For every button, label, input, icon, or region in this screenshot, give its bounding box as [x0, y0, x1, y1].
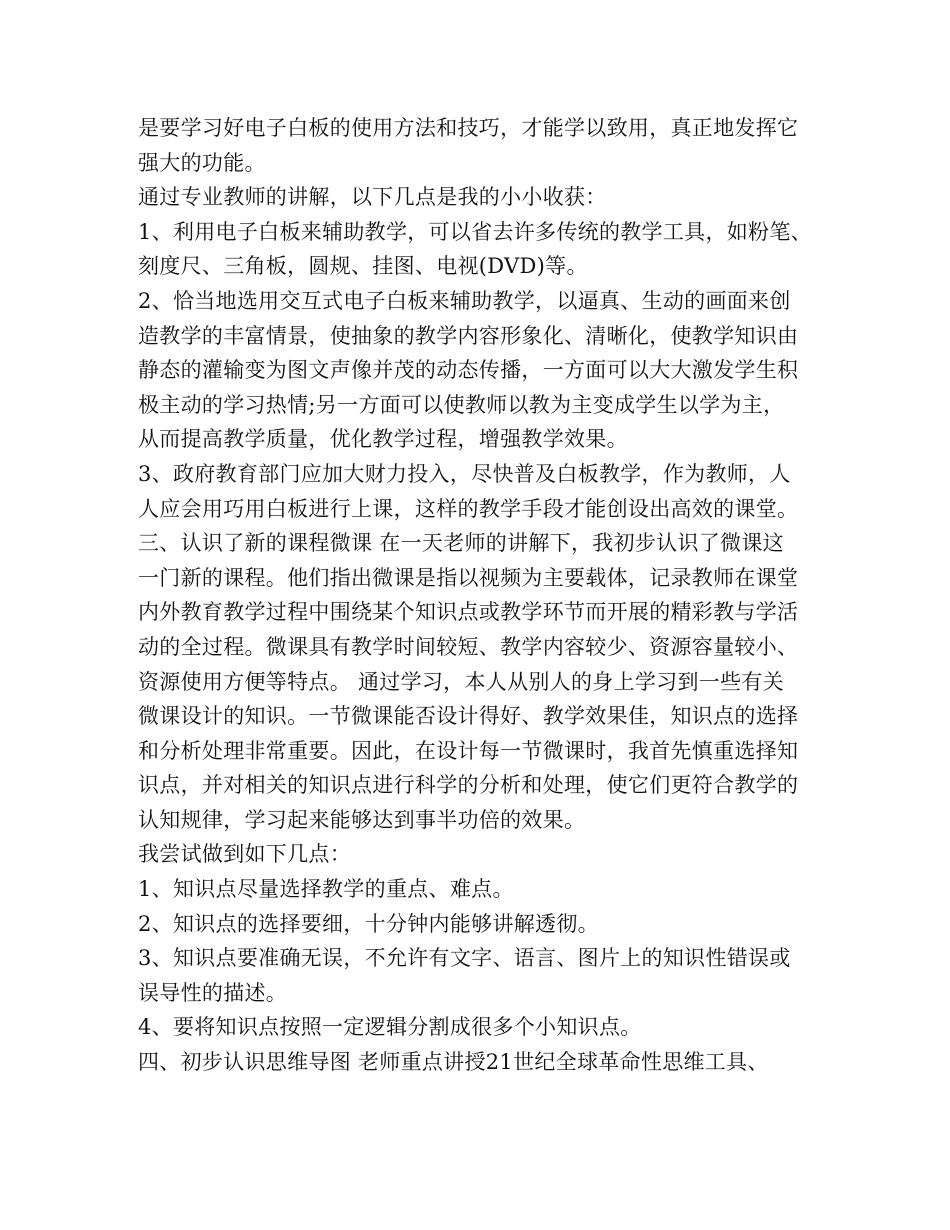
text-line: 认知规律，学习起来能够达到事半功倍的效果。	[138, 807, 586, 832]
text-line: 造教学的丰富情景，使抽象的教学内容形象化、清晰化，使教学知识由	[138, 323, 799, 348]
document-body	[138, 111, 828, 1080]
text-line: 2、恰当地选用交互式电子白板来辅助教学，以逼真、生动的画面来创	[138, 288, 791, 313]
text-line: 3、知识点要准确无误，不允许有文字、语言、图片上的知识性错误或	[138, 946, 791, 971]
text-line: 静态的灌输变为图文声像并茂的动态传播，一方面可以大大激发学生积	[138, 358, 799, 383]
text-line: 资源使用方便等特点。 通过学习，本人从别人的身上学习到一些有关	[138, 669, 784, 694]
text-line: 一门新的课程。他们指出微课是指以视频为主要载体，记录教师在课堂	[138, 565, 799, 590]
text-line: 识点，并对相关的知识点进行科学的分析和处理，使它们更符合教学的	[138, 773, 799, 798]
text-line: 微课设计的知识。一节微课能否设计得好、教学效果佳，知识点的选择	[138, 704, 799, 729]
text-line: 极主动的学习热情;另一方面可以使教师以教为主变成学生以学为主，	[138, 392, 785, 417]
text-line: 3、政府教育部门应加大财力投入，尽快普及白板教学，作为教师，人	[138, 461, 791, 486]
text-line: 通过专业教师的讲解，以下几点是我的小小收获：	[138, 185, 607, 210]
text-line: 误导性的描述。	[138, 980, 288, 1005]
text-line: 从而提高教学质量，优化教学过程，增强教学效果。	[138, 427, 628, 452]
text-line: 我尝试做到如下几点：	[138, 842, 351, 867]
text-line: 动的全过程。微课具有教学时间较短、教学内容较少、资源容量较小、	[138, 634, 799, 659]
text-line: 1、知识点尽量选择教学的重点、难点。	[138, 877, 514, 902]
text-line: 和分析处理非常重要。因此，在设计每一节微课时，我首先慎重选择知	[138, 738, 799, 763]
text-line: 四、初步认识思维导图 老师重点讲授21世纪全球革命性思维工具、	[138, 1050, 769, 1075]
text-line: 人应会用巧用白板进行上课，这样的教学手段才能创设出高效的课堂。	[138, 496, 799, 521]
text-line: 2、知识点的选择要细，十分钟内能够讲解透彻。	[138, 911, 599, 936]
text-line: 内外教育教学过程中围绕某个知识点或教学环节而开展的精彩教与学活	[138, 600, 799, 625]
text-line: 是要学习好电子白板的使用方法和技巧，才能学以致用，真正地发挥它	[138, 116, 799, 140]
text-line: 刻度尺、三角板，圆规、挂图、电视(DVD)等。	[138, 254, 588, 279]
text-line: 三、认识了新的课程微课 在一天老师的讲解下，我初步认识了微课这	[138, 531, 784, 556]
text-line: 4、要将知识点按照一定逻辑分割成很多个小知识点。	[138, 1015, 642, 1040]
text-line: 强大的功能。	[138, 150, 266, 175]
text-line: 1、利用电子白板来辅助教学，可以省去许多传统的教学工具，如粉笔、	[138, 219, 812, 244]
